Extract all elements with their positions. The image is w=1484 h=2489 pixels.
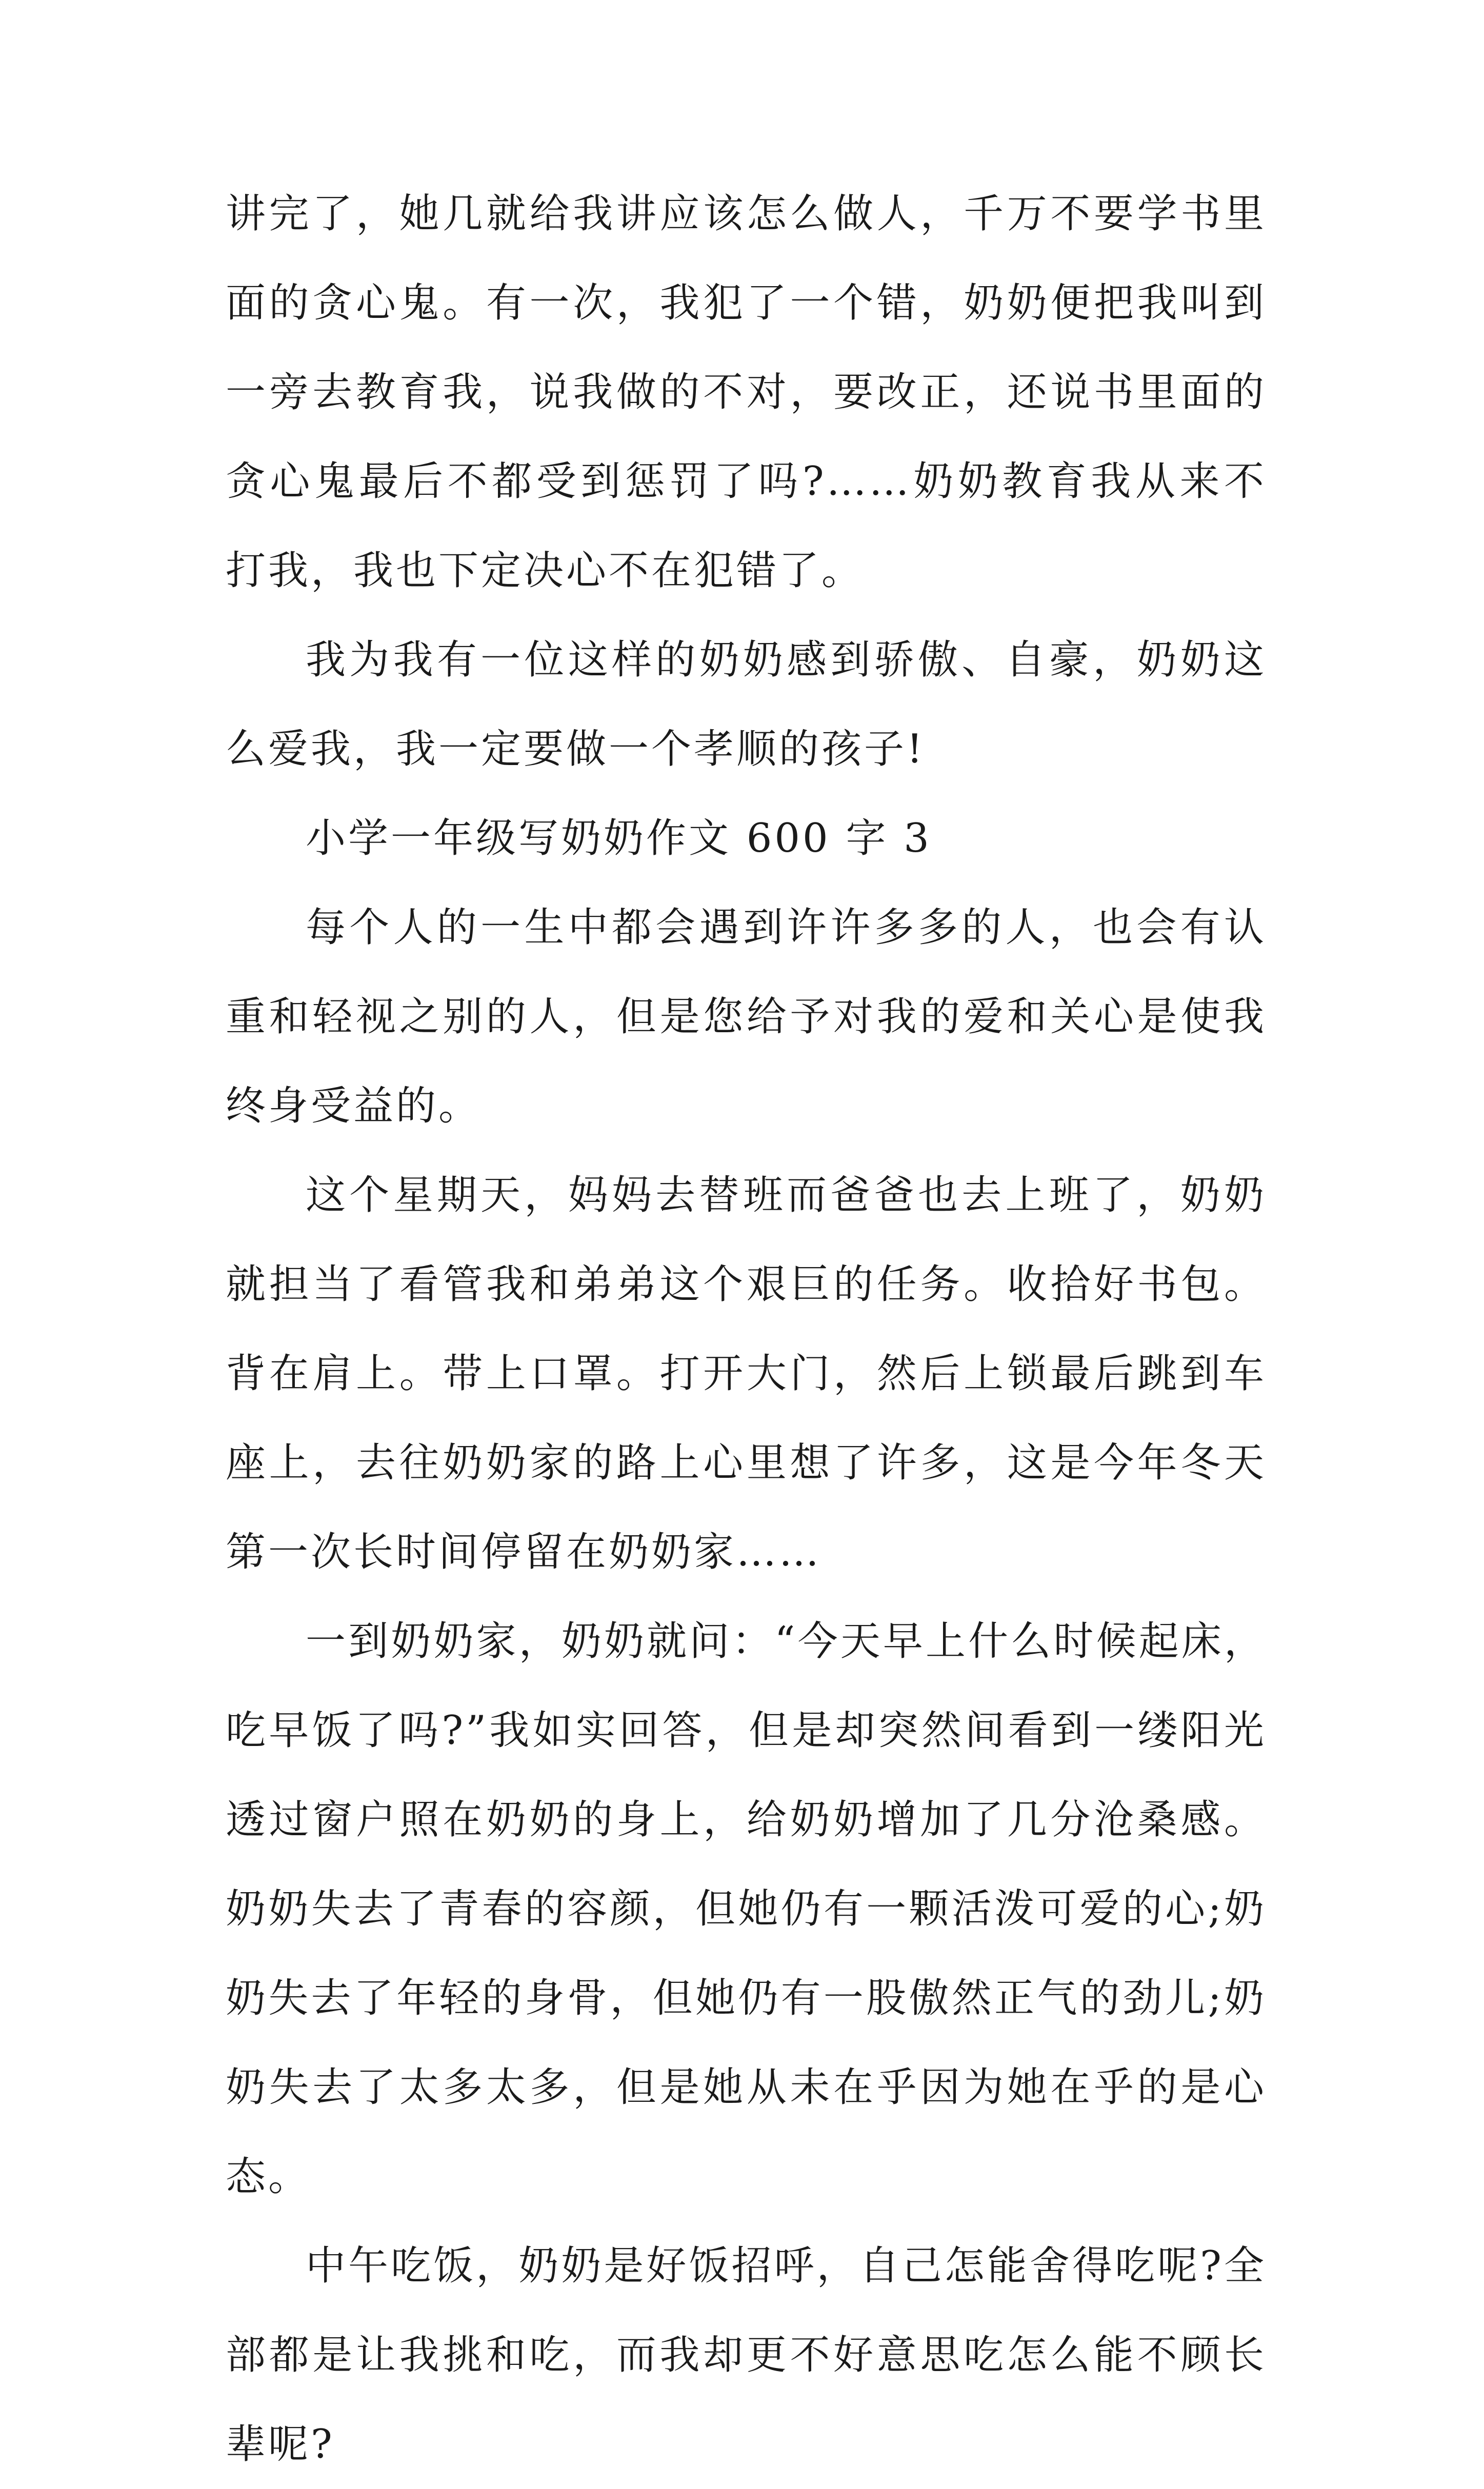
paragraph-5: 一到奶奶家，奶奶就问：“今天早上什么时候起床，吃早饭了吗?”我如实回答，但是却突然间看到一缕阳光透过窗户照在奶奶的身上，给奶奶增加了几分沧桑感。奶奶失去了青春的容颜，但她仍有一颗活泼可爱的心;奶奶失去了年轻的身骨，但她仍有一股傲然正气的劲儿;奶奶失去了太多太多，但是她从未在乎因为她在乎的是心态。 <box>226 1618 1267 2200</box>
paragraph-4: 这个星期天，妈妈去替班而爸爸也去上班了，奶奶就担当了看管我和弟弟这个艰巨的任务。收拾好书包。背在肩上。带上口罩。打开大门，然后上锁最后跳到车座上，去往奶奶家的路上心里想了许多，这是今年冬天第一次长时间停留在奶奶家…… <box>226 1172 1267 1575</box>
paragraph-6: 中午吃饭，奶奶是好饭招呼，自己怎能舍得吃呢?全部都是让我挑和吃，而我却更不好意思吃怎么能不顾长辈呢? <box>226 2243 1267 2467</box>
paragraph-1: 讲完了，她几就给我讲应该怎么做人，千万不要学书里面的贪心鬼。有一次，我犯了一个错，奶奶便把我叫到一旁去教育我，说我做的不对，要改正，还说书里面的贪心鬼最后不都受到惩罚了吗?……奶奶教育我从来不打我，我也下定决心不在犯错了。 <box>226 191 1267 594</box>
section-heading: 小学一年级写奶奶作文 600 字 3 <box>306 815 932 861</box>
paragraph-3: 每个人的一生中都会遇到许许多多的人，也会有认重和轻视之别的人，但是您给予对我的爱和关心是使我终身受益的。 <box>226 905 1267 1129</box>
article-body <box>226 169 1267 2489</box>
paragraph-2: 我为我有一位这样的奶奶感到骄傲、自豪，奶奶这么爱我，我一定要做一个孝顺的孩子! <box>226 637 1267 772</box>
